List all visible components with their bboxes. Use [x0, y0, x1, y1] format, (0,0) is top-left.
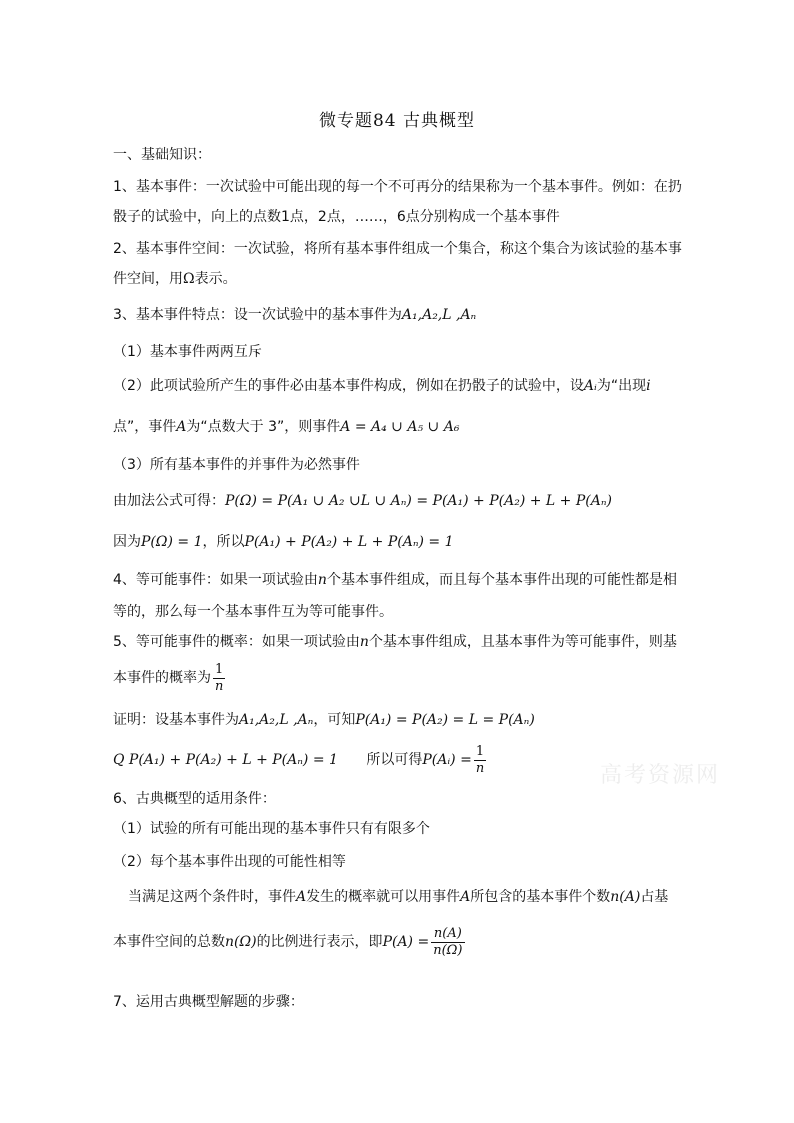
- item1-line1: 1、基本事件：一次试验中可能出现的每一个不可再分的结果称为一个基本事件。例如：在扔: [113, 179, 682, 195]
- item6-title: 6、古典概型的适用条件：: [113, 791, 276, 807]
- fraction-one-over-n-result: $\frac{1}{n}$: [475, 743, 485, 776]
- fraction-classical-probability: $\frac{n(A)}{n(\Omega)}$: [433, 925, 463, 958]
- item7-title: 7、运用古典概型解题的步骤：: [113, 994, 304, 1010]
- addition-formula-line: 由加法公式可得：P(Ω) = P(A₁ ∪ A₂ ∪L ∪ Aₙ) = P(A₁) + P(A₂) + L + P(Aₙ): [113, 493, 612, 509]
- item6-sub2: （2）每个基本事件出现的可能性相等: [113, 854, 346, 870]
- item1-line2: 骰子的试验中，向上的点数1点，2点，……，6点分别构成一个基本事件: [113, 209, 560, 225]
- item2-line2: 件空间，用Ω表示。: [113, 271, 237, 287]
- proof-line: 证明：设基本事件为A₁,A₂,L ,Aₙ，可知P(A₁) = P(A₂) = L = P(Aₙ): [113, 712, 535, 728]
- math-sum-equals-one: P(A₁) + P(A₂) + L + P(Aₙ) = 1: [244, 534, 454, 550]
- fraction-one-over-n: $\frac{1}{n}$: [215, 661, 224, 694]
- page-title: 微专题84 古典概型: [318, 111, 476, 131]
- item3-sub2-line1: （2）此项试验所产生的事件必由基本事件构成，例如在扔骰子的试验中，设Aᵢ为“出现i: [113, 378, 651, 394]
- math-events: A₁,A₂,L ,Aₙ: [401, 307, 477, 323]
- item6-sub1: （1）试验的所有可能出现的基本事件只有有限多个: [113, 821, 430, 837]
- conclusion-line: Q P(A₁) + P(A₂) + L + P(Aₙ) = 1 所以可得P(Aᵢ) = $\frac{1}{n}$: [113, 743, 485, 776]
- item2-line1: 2、基本事件空间：一次试验，将所有基本事件组成一个集合，称这个集合为该试验的基本事: [113, 241, 682, 257]
- math-event-union: A = A₄ ∪ A₅ ∪ A₆: [340, 419, 460, 435]
- item3-line: 3、基本事件特点：设一次试验中的基本事件为A₁,A₂,L ,Aₙ: [113, 307, 477, 323]
- item5-line2: 本事件的概率为 $\frac{1}{n}$: [113, 661, 224, 694]
- item4-line1: 4、等可能事件：如果一项试验由n个基本事件组成，而且每个基本事件出现的可能性都是相: [113, 572, 677, 588]
- math-equal-probabilities: P(A₁) = P(A₂) = L = P(Aₙ): [355, 712, 535, 728]
- math-addition-formula: P(Ω) = P(A₁ ∪ A₂ ∪L ∪ Aₙ) = P(A₁) + P(A₂) + L + P(Aₙ): [225, 493, 612, 509]
- omega-symbol: Ω: [183, 271, 195, 287]
- item4-line2: 等的，那么每一个基本事件互为等可能事件。: [113, 604, 393, 620]
- item3-sub3: （3）所有基本事件的并事件为必然事件: [113, 457, 360, 473]
- item6-para-line2: 本事件空间的总数n(Ω)的比例进行表示，即P(A) = $\frac{n(A)}{n(\Omega)}$: [113, 925, 463, 958]
- section-heading: 一、基础知识：: [113, 147, 211, 163]
- watermark: 高考资源网: [600, 763, 721, 788]
- because-line: 因为P(Ω) = 1，所以P(A₁) + P(A₂) + L + P(Aₙ) = 1: [113, 534, 454, 550]
- item3-sub1: （1）基本事件两两互斥: [113, 344, 262, 360]
- item3-sub2-line2: 点”，事件A为“点数大于 3”，则事件A = A₄ ∪ A₅ ∪ A₆: [113, 419, 460, 435]
- item5-line1: 5、等可能事件的概率：如果一项试验由n个基本事件组成，且基本事件为等可能事件，则基: [113, 634, 677, 650]
- item6-para-line1: 当满足这两个条件时，事件A发生的概率就可以用事件A所包含的基本事件个数n(A)占基: [128, 889, 669, 905]
